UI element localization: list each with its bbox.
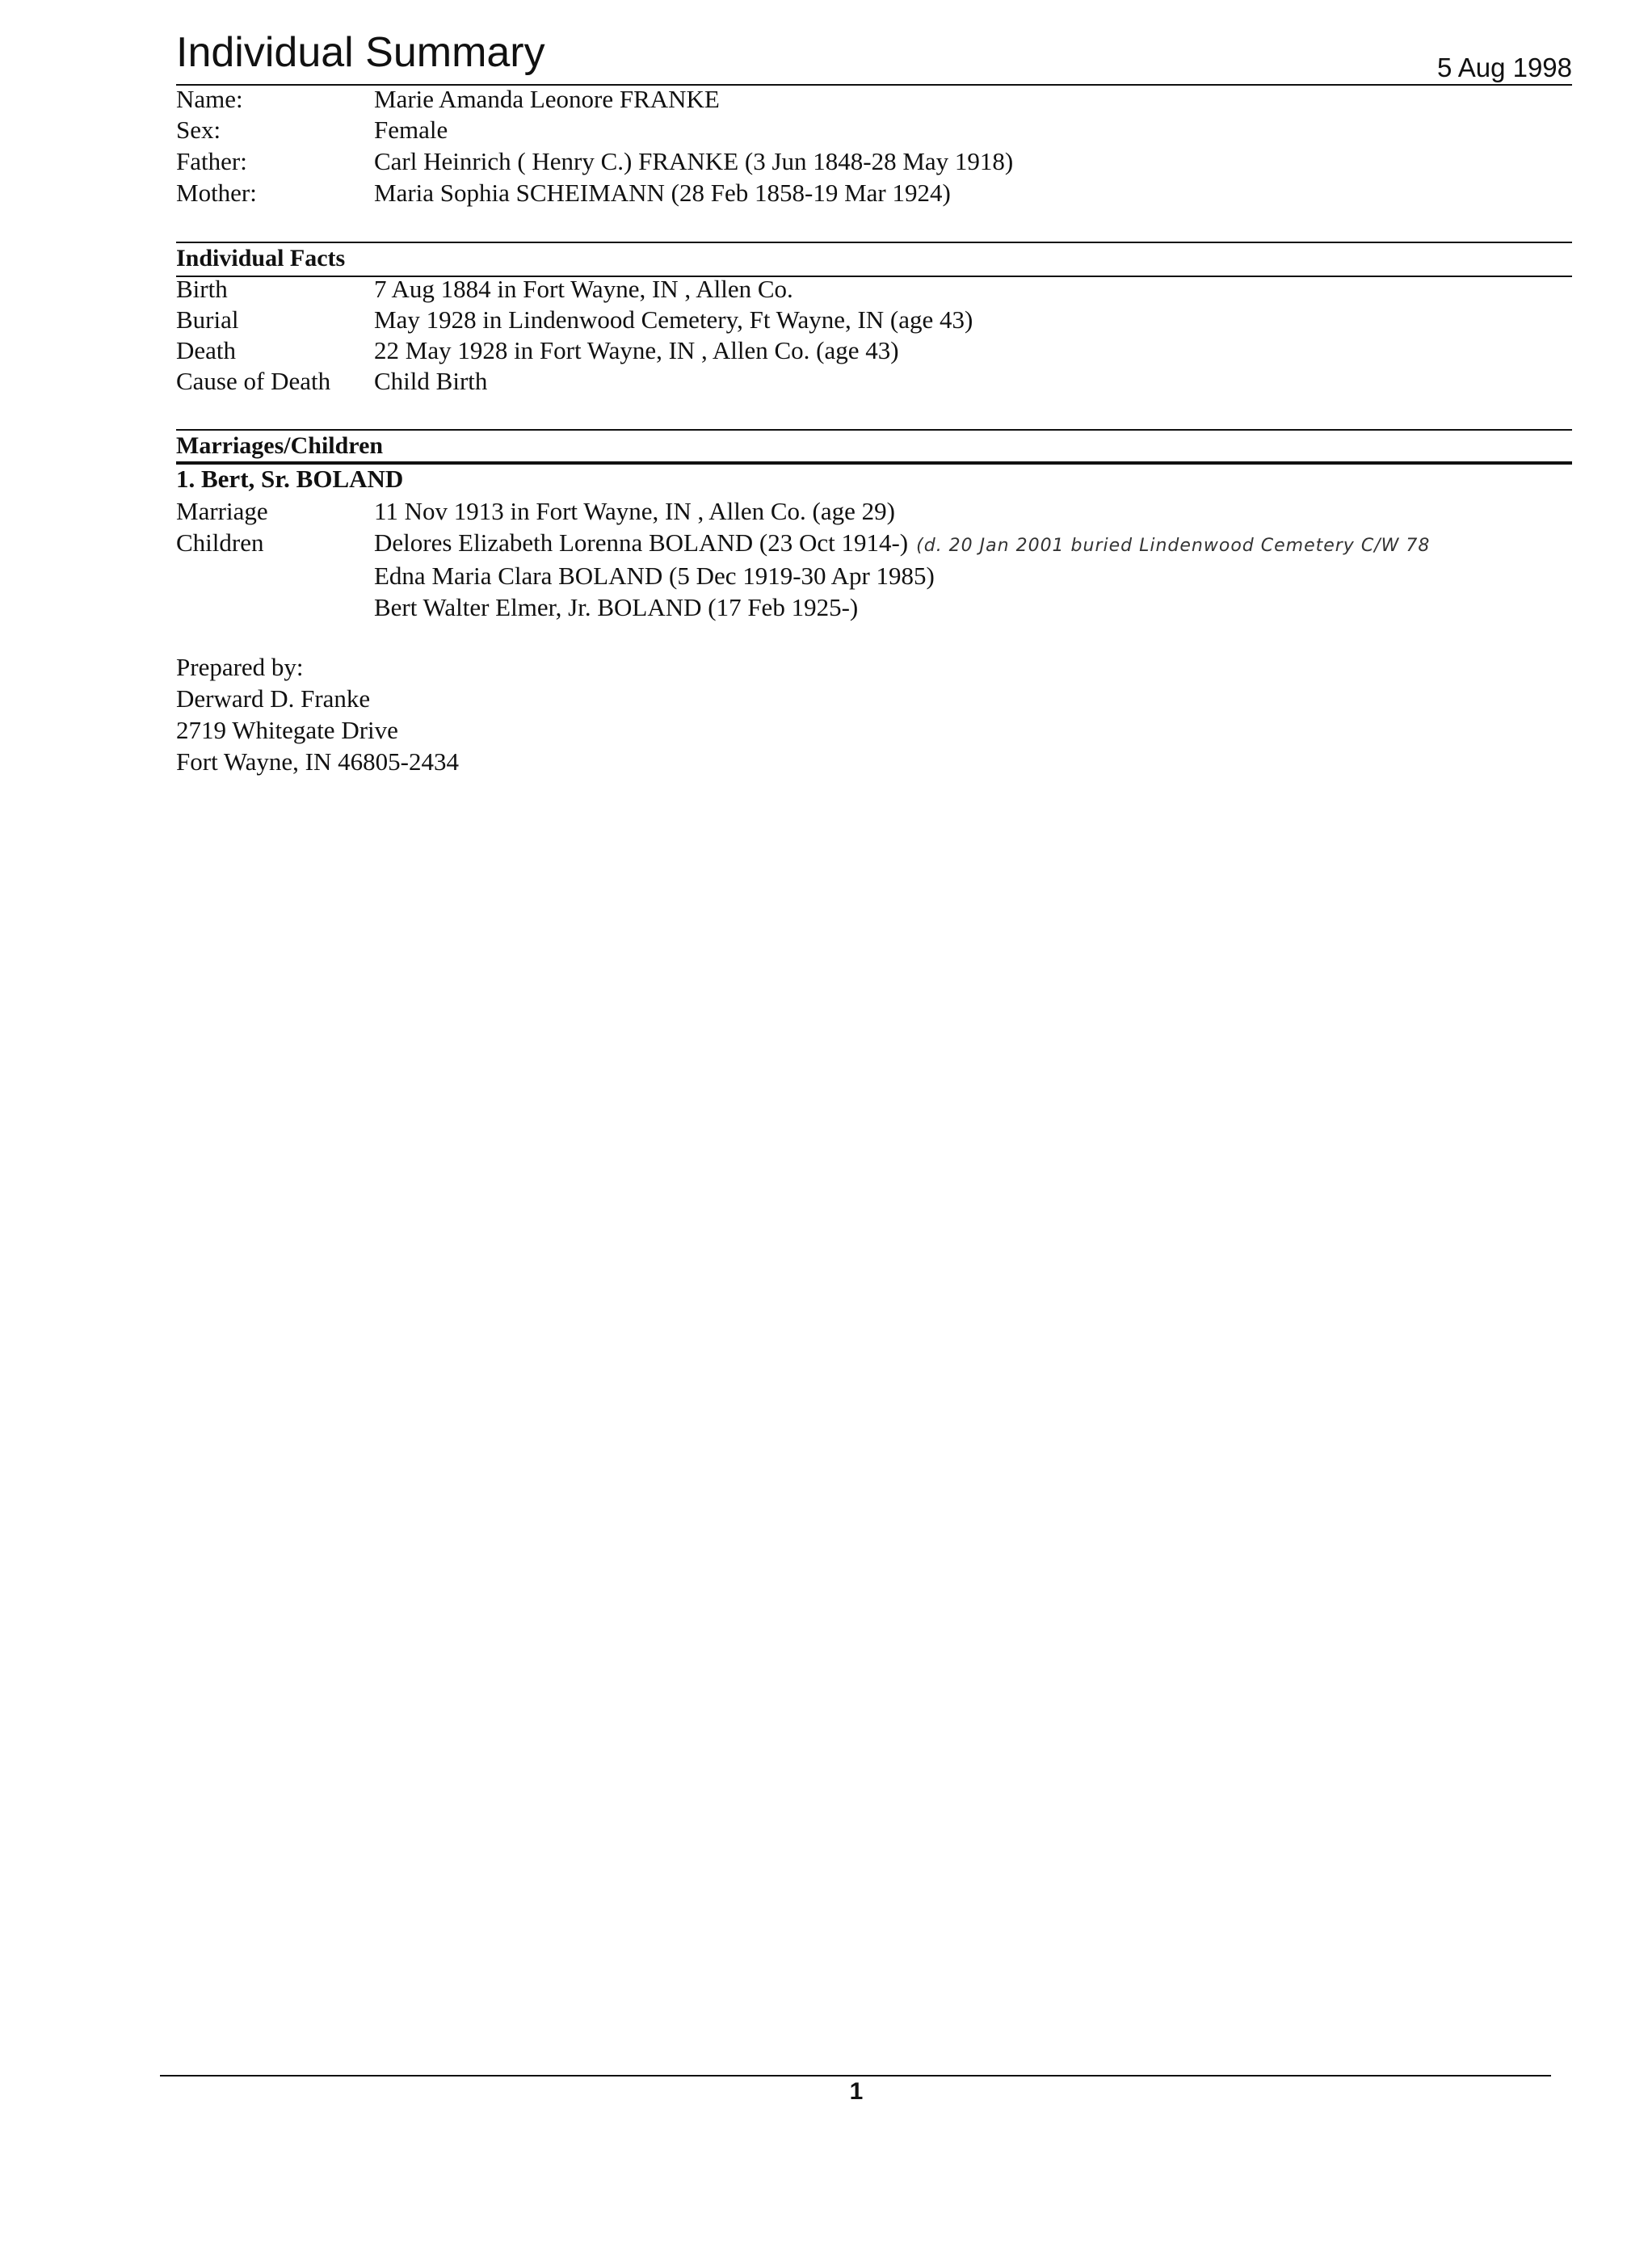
footer-rule [160,2075,1551,2077]
fact-value: 7 Aug 1884 in Fort Wayne, IN , Allen Co. [374,275,793,303]
mother-label: Mother: [176,179,257,207]
father-label: Father: [176,147,247,175]
death-row [176,335,1572,366]
children-row [176,528,1572,558]
sex-label: Sex: [176,116,221,144]
child-entry [374,528,1430,562]
name-row [176,84,1572,115]
preparer-city: Fort Wayne, IN 46805-2434 [176,747,459,776]
fact-value: Child Birth [374,367,488,395]
father-row [176,146,1572,177]
child-row [176,592,1572,623]
spouse-name: 1. Bert, Sr. BOLAND [176,465,404,493]
mother-row [176,178,1572,208]
name-label: Name: [176,85,243,113]
fact-value: 22 May 1928 in Fort Wayne, IN , Allen Co. (age 43) [374,336,899,364]
name-value: Marie Amanda Leonore FRANKE [374,85,720,113]
section-title: Marriages/Children [176,432,384,459]
children-label: Children [176,528,264,557]
mother-value: Maria Sophia SCHEIMANN (28 Feb 1858-19 Mar 1924) [374,179,951,207]
child-name: Delores Elizabeth Lorenna BOLAND (23 Oct 1914-) [374,528,909,557]
birth-row [176,274,1572,305]
sex-value: Female [374,116,448,144]
marriage-value: 11 Nov 1913 in Fort Wayne, IN , Allen Co. (age 29) [374,497,895,525]
marriages-children-heading [176,429,1572,465]
cause-of-death-row [176,366,1572,397]
child-name: Edna Maria Clara BOLAND (5 Dec 1919-30 Apr 1985) [374,562,935,590]
individual-facts-heading [176,242,1572,277]
handwritten-note: (d. 20 Jan 2001 buried Lindenwood Cemetery C/W 78 [916,536,1431,556]
fact-label: Birth [176,275,228,303]
prepared-by-label: Prepared by: [176,653,304,681]
marriage-label: Marriage [176,497,268,525]
section-title: Individual Facts [176,245,346,271]
fact-label: Burial [176,305,239,334]
burial-row [176,305,1572,335]
father-value: Carl Heinrich ( Henry C.) FRANKE (3 Jun 1848-28 May 1918) [374,147,1014,175]
child-name: Bert Walter Elmer, Jr. BOLAND (17 Feb 1925-) [374,593,859,621]
page-number: 1 [849,2078,864,2105]
child-row [176,561,1572,591]
spouse-row [176,461,1572,495]
sex-row [176,115,1572,145]
preparer-name: Derward D. Franke [176,684,371,713]
fact-value: May 1928 in Lindenwood Cemetery, Ft Wayne, IN (age 43) [374,305,973,334]
fact-label: Death [176,336,237,364]
header [176,24,1572,86]
report-date: 5 Aug 1998 [1437,53,1572,82]
marriage-row [176,496,1572,527]
fact-label: Cause of Death [176,367,331,395]
page-title: Individual Summary [176,29,545,76]
preparer-street: 2719 Whitegate Drive [176,716,398,744]
